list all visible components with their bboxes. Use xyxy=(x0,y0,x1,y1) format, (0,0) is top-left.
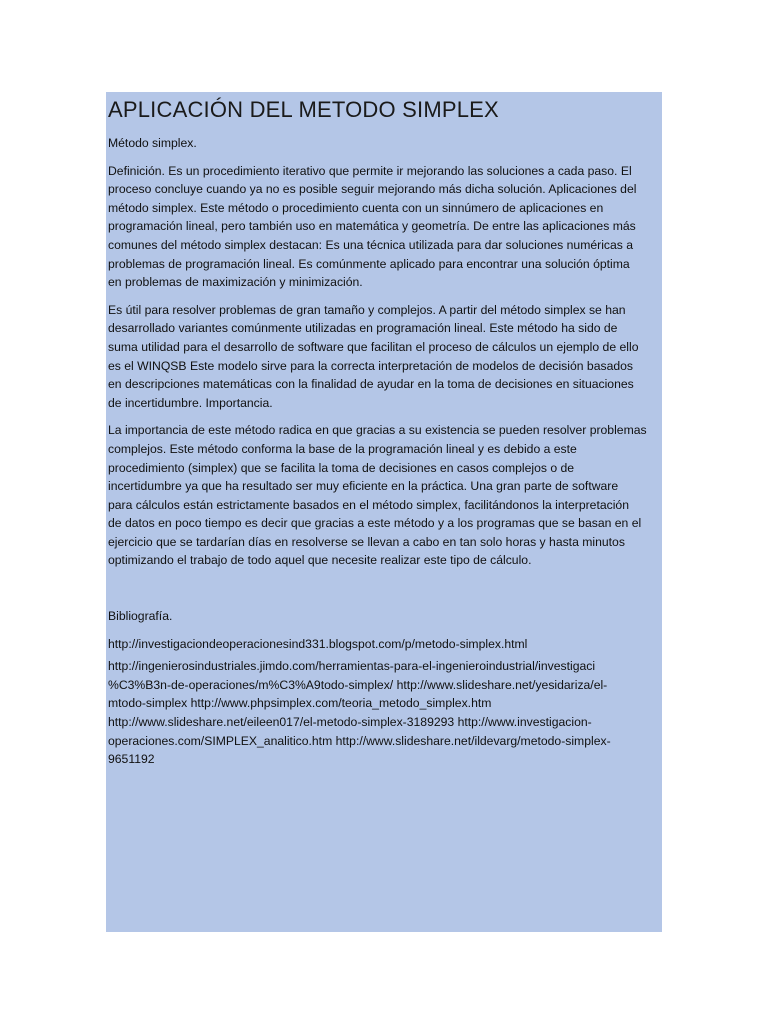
paragraph-definition: Definición. Es un procedimiento iterativo que permite ir mejorando las soluciones a cada paso. El proceso concluye cuando ya no es posible seguir mejorando más dicha solución. Aplicaciones del método simplex. Este método o procedimiento cuenta con un sinnúmero de aplicaciones en programación lineal, pero también uso en matemática y geometría. De entre las aplicaciones más comunes del método simplex destacan: Es una técnica utilizada para dar soluciones numéricas a problemas de programación lineal. Es comúnmente aplicado para encontrar una solución óptima en problemas de maximización y minimización. xyxy=(108,163,637,290)
bibliography-entry: http://investigaciondeoperacionesind331.blogspot.com/p/metodo-simplex.html xyxy=(108,636,528,651)
content-panel xyxy=(106,92,662,932)
paragraph-importance: La importancia de este método radica en que gracias a su existencia se pueden resolver problemas complejos. Este método conforma la base de la programación lineal y es debido a este procedimiento (simplex) que se facilita la toma de decisiones en casos complejos o de incertidumbre ya que ha resultado ser muy eficiente en la práctica. Una gran parte de software para cálculos están estrictamente basados en el método simplex, facilitándonos la interpretación de datos en poco tiempo es decir que gracias a este método y a los programas que se basan en el ejercicio que se tardarían días en resolverse se llevan a cabo en tan solo horas y hasta minutos optimizando el trabajo de todo aquel que necesite realizar este tipo de cálculo. xyxy=(108,423,647,568)
document-title: APLICACIÓN DEL METODO SIMPLEX xyxy=(108,97,499,122)
paragraph-utility: Es útil para resolver problemas de gran tamaño y complejos. A partir del método simplex se han desarrollado variantes comúnmente utilizadas en programación lineal. Este método ha sido de suma utilidad para el desarrollo de software que facilitan el proceso de cálculos un ejemplo de ello es el WINQSB Este modelo sirve para la correcta interpretación de modelos de decisión basados en descripciones matemáticas con la finalidad de ayudar en la toma de decisiones en situaciones de incertidumbre. Importancia. xyxy=(108,302,639,410)
bibliography-heading: Bibliografía. xyxy=(108,609,173,624)
bibliography-entry: http://ingenierosindustriales.jimdo.com/herramientas-para-el-ingenieroindustrial/investigaci %C3%B3n-de-operaciones/m%C3%A9todo-simplex/ http://www.slideshare.net/yesidariza/el- mtodo-simplex http://www.phpsimplex.com/teoria_metodo_simplex.htm http://www.slideshare.net/eileen017/el-metodo-simplex-3189293 http://www.investigacion- operaciones.com/SIMPLEX_analitico.htm http://www.slideshare.net/ildevarg/metodo-simplex- 9651192 xyxy=(108,659,611,767)
section-spacer xyxy=(108,579,660,607)
document-subtitle: Método simplex. xyxy=(108,136,197,150)
